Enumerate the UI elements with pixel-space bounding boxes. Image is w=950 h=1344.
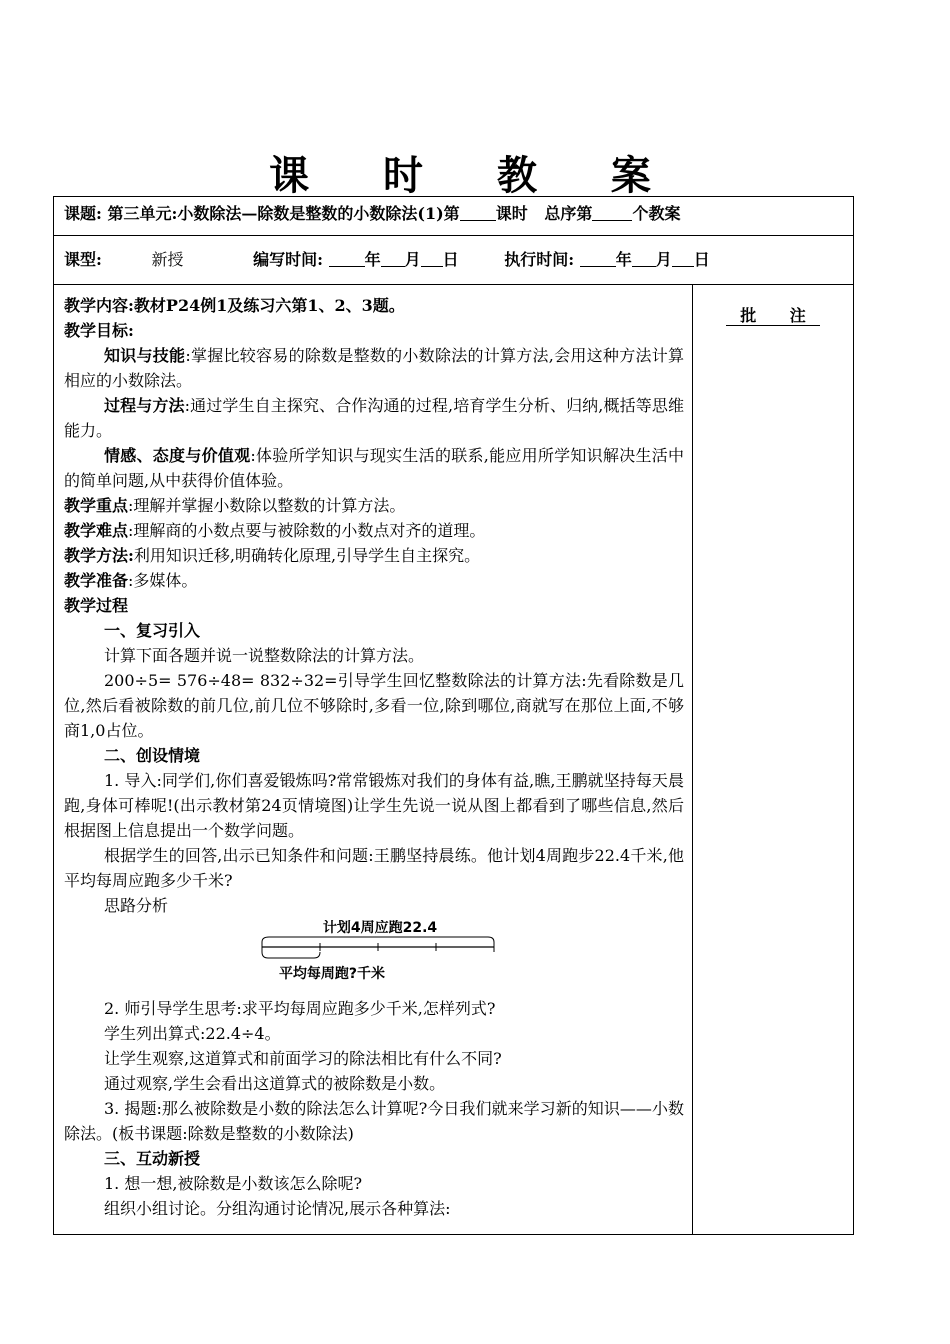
order-blank[interactable] — [592, 203, 632, 221]
exec-day-blank[interactable] — [672, 249, 694, 267]
line-segment-diagram — [64, 920, 684, 996]
observation-result: 通过观察,学生会看出这道算式的被除数是小数。 — [104, 1074, 446, 1093]
write-month-blank[interactable] — [381, 249, 405, 267]
topic-value: 第三单元:小数除法—除数是整数的小数除法(1)第 — [107, 204, 460, 223]
notes-cell[interactable] — [693, 285, 854, 1235]
order-suffix: 个教案 — [632, 204, 681, 223]
exec-year-blank[interactable] — [580, 249, 616, 267]
section-interactive: 三、互动新授 — [104, 1149, 201, 1168]
period-suffix: 课时 — [495, 204, 528, 223]
compare-question: 让学生观察,这道算式和前面学习的除法相比有什么不同? — [104, 1049, 502, 1068]
topic-row — [54, 197, 854, 236]
section-scenario: 二、创设情境 — [104, 746, 201, 765]
process-heading: 教学过程 — [64, 596, 129, 615]
type-label: 课型: — [64, 250, 102, 269]
teaching-method: 教学方法:利用知识迁移,明确转化原理,引导学生自主探究。 — [64, 546, 481, 565]
key-point: 教学重点:理解并掌握小数除以整数的计算方法。 — [64, 496, 406, 515]
lesson-plan-table — [53, 196, 854, 1235]
write-month-label: 月 — [404, 250, 421, 269]
scenario-problem: 根据学生的回答,出示已知条件和问题:王鹏坚持晨练。他计划4周跑步22.4千米,他平均每周应跑多少千米? — [64, 846, 684, 890]
order-prefix: 总序第 — [544, 204, 593, 223]
exec-day-label: 日 — [693, 250, 710, 269]
write-year-blank[interactable] — [329, 249, 365, 267]
notes-label: 批 注 — [726, 306, 820, 326]
review-problems: 200÷5= 576÷48= 832÷32=引导学生回忆整数除法的计算方法:先看除数是几位,然后看被除数的前几位,前几位不够除时,多看一位,除到哪位,商就写在那位上面,不够商1,0占位。 — [64, 671, 684, 740]
analysis-heading: 思路分析 — [104, 896, 169, 915]
type-row — [54, 236, 854, 285]
objective-knowledge: 知识与技能:掌握比较容易的除数是整数的小数除法的计算方法,会用这种方法计算相应的小数除法。 — [64, 346, 684, 390]
objective-process: 过程与方法:通过学生自主探究、合作沟通的过程,培育学生分析、归纳,概括等思维能力。 — [64, 396, 684, 440]
period-blank[interactable] — [460, 203, 496, 221]
objectives-heading: 教学目标: — [64, 321, 134, 340]
diagram-bottom-label: 平均每周跑?千米 — [278, 966, 386, 982]
exec-time-label: 执行时间: — [504, 250, 575, 269]
review-instruction: 计算下面各题并说一说整数除法的计算方法。 — [104, 646, 425, 665]
write-time-label: 编写时间: — [253, 250, 324, 269]
write-day-label: 日 — [442, 250, 459, 269]
teaching-prep: 教学准备:多媒体。 — [64, 571, 198, 590]
exec-month-blank[interactable] — [632, 249, 656, 267]
page-title: 课 时 教 案 — [269, 153, 681, 199]
objective-emotion: 情感、态度与价值观:体验所学知识与现实生活的联系,能应用所学知识解决生活中的简单问题,从中获得价值体验。 — [64, 446, 684, 490]
part-brace — [262, 952, 320, 958]
exec-year-label: 年 — [615, 250, 632, 269]
scenario-intro: 1. 导入:同学们,你们喜爱锻炼吗?常常锻炼对我们的身体有益,瞧,王鹏就坚持每天晨跑,身体可棒呢!(出示教材第24页情境图)让学生先说一说从图上都看到了哪些信息,然后根据图上信息提出一个数学问题。 — [64, 771, 684, 840]
write-year-label: 年 — [364, 250, 381, 269]
type-value: 新授 — [151, 250, 184, 269]
guide-question: 2. 师引导学生思考:求平均每周应跑多少千米,怎样列式? — [104, 999, 496, 1018]
exec-month-label: 月 — [655, 250, 672, 269]
section-review: 一、复习引入 — [104, 621, 201, 640]
diagram-top-label: 计划4周应跑22.4 — [322, 920, 438, 936]
write-day-blank[interactable] — [421, 249, 443, 267]
student-expression: 学生列出算式:22.4÷4。 — [104, 1024, 281, 1043]
total-brace — [262, 937, 494, 942]
reveal-topic: 3. 揭题:那么被除数是小数的除法怎么计算呢?今日我们就来学习新的知识——小数除法。(板书课题:除数是整数的小数除法) — [64, 1099, 684, 1143]
teaching-content: 教学内容:教材P24例1及练习六第1、2、3题。 — [64, 296, 405, 315]
lesson-content — [54, 285, 692, 1221]
difficult-point: 教学难点:理解商的小数点要与被除数的小数点对齐的道理。 — [64, 521, 486, 540]
content-cell — [54, 285, 693, 1235]
segment-diagram-svg — [64, 920, 684, 996]
think-question: 1. 想一想,被除数是小数该怎么除呢? — [104, 1174, 363, 1193]
group-discussion: 组织小组讨论。分组沟通讨论情况,展示各种算法: — [104, 1199, 451, 1218]
topic-label: 课题: — [64, 204, 102, 223]
